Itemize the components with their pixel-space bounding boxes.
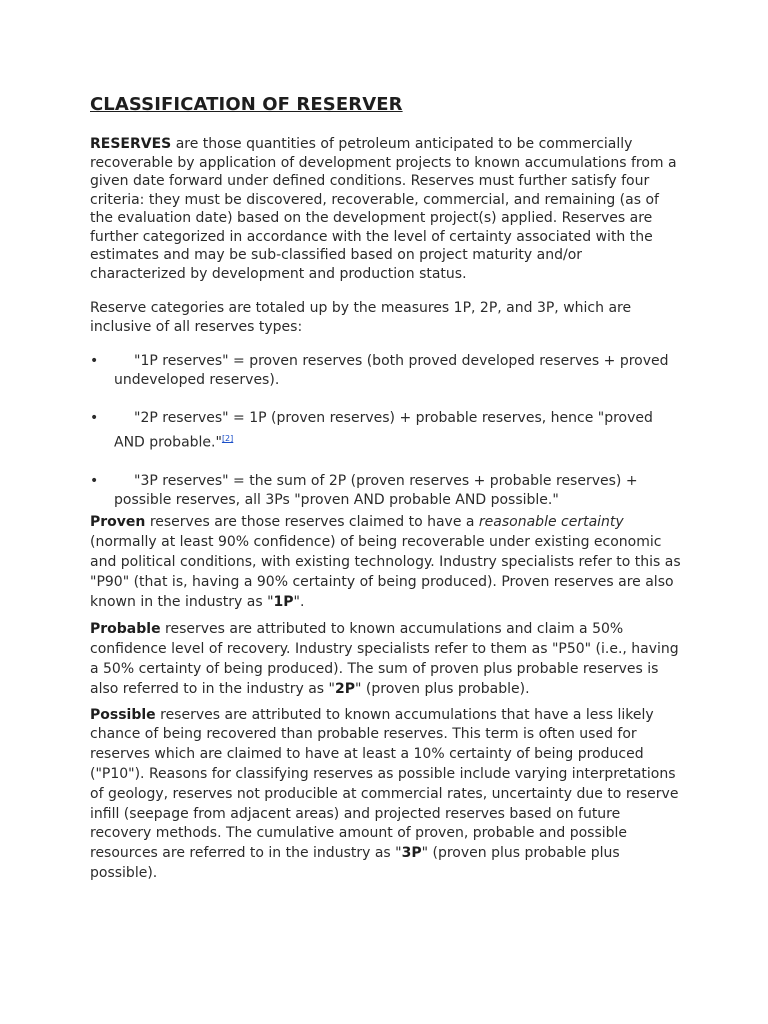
categories-intro-paragraph: Reserve categories are totaled up by the measures 1P, 2P, and 3P, which are inclusive of all reserves types: — [90, 300, 632, 335]
list-item-1p — [90, 352, 682, 390]
reserves-definition-text: are those quantities of petroleum anticipated to be commercially recoverable by application of development projects to known accumulations from a given date forward under defined conditions. Reserves must further satisfy four criteria: they must be discovered, recoverable, commercial, and remaining (as of the evaluation date) based on the development project(s) applied. Reserves are further categorized in accordance with the level of certainty associated with the estimates and may be sub-classified based on project maturity and/or characterized by development and production status. — [90, 136, 677, 282]
proven-term: Proven — [90, 513, 146, 530]
list-item-2p — [90, 409, 682, 453]
possible-paragraph: Possible reserves are attributed to known accumulations that have a less likely chance of being recovered than probable reserves. This term is often used for reserves which are claimed to have at least a 10% certainty of being produced ("P10"). Reasons for classifying reserves as possible include varying interpretations of geology, reserves not producible at commercial rates, uncertainty due to reserve infill (seepage from adjacent areas) and projected reserves based on future recovery methods. The cumulative amount of proven, probable and possible resources are referred to in the industry as "3P" (proven plus probable plus possible). — [90, 706, 679, 882]
reserves-term: RESERVES — [90, 136, 172, 152]
list-item-text: "1P reserves" = proven reserves (both proved developed reserves + proved undeveloped reserves). — [114, 353, 669, 388]
document-page — [90, 94, 682, 884]
proven-paragraph: Proven reserves are those reserves claimed to have a reasonable certainty (normally at least 90% confidence) of being recoverable under existing economic and political conditions, with existing technology. Industry specialists refer to this as "P90" (that is, having a 90% certainty of being produced). Proven reserves are also known in the industry as "1P". — [90, 513, 681, 610]
reasonable-certainty-text: reasonable certainty — [478, 513, 624, 530]
list-item-3p — [90, 472, 682, 510]
measure-3p: 3P — [401, 845, 422, 862]
bullet-icon: • — [90, 353, 99, 369]
reserves-definition-paragraph — [90, 135, 682, 283]
list-item-text: "3P reserves" = the sum of 2P (proven reserves + probable reserves) + possible reserves, all 3Ps "proven AND probable AND possible." — [114, 472, 638, 508]
probable-term: Probable — [90, 620, 161, 637]
reserve-categories-list — [90, 352, 682, 510]
bullet-icon: • — [90, 472, 99, 489]
measure-2p: 2P — [335, 680, 356, 697]
probable-paragraph: Probable reserves are attributed to known accumulations and claim a 50% confidence level of recovery. Industry specialists refer to them as "P50" (i.e., having a 50% certainty of being produced). The sum of proven plus probable reserves is also referred to in the industry as "2P" (proven plus probable). — [90, 620, 679, 697]
list-item-text: "2P reserves" = 1P (proven reserves) + probable reserves, hence "proved AND probable." — [114, 410, 653, 451]
possible-term: Possible — [90, 706, 156, 723]
page-title: CLASSIFICATION OF RESERVER — [90, 94, 403, 115]
bullet-icon: • — [90, 410, 99, 426]
measure-1p: 1P — [273, 593, 294, 610]
footnote-link[interactable]: [2] — [221, 434, 234, 443]
